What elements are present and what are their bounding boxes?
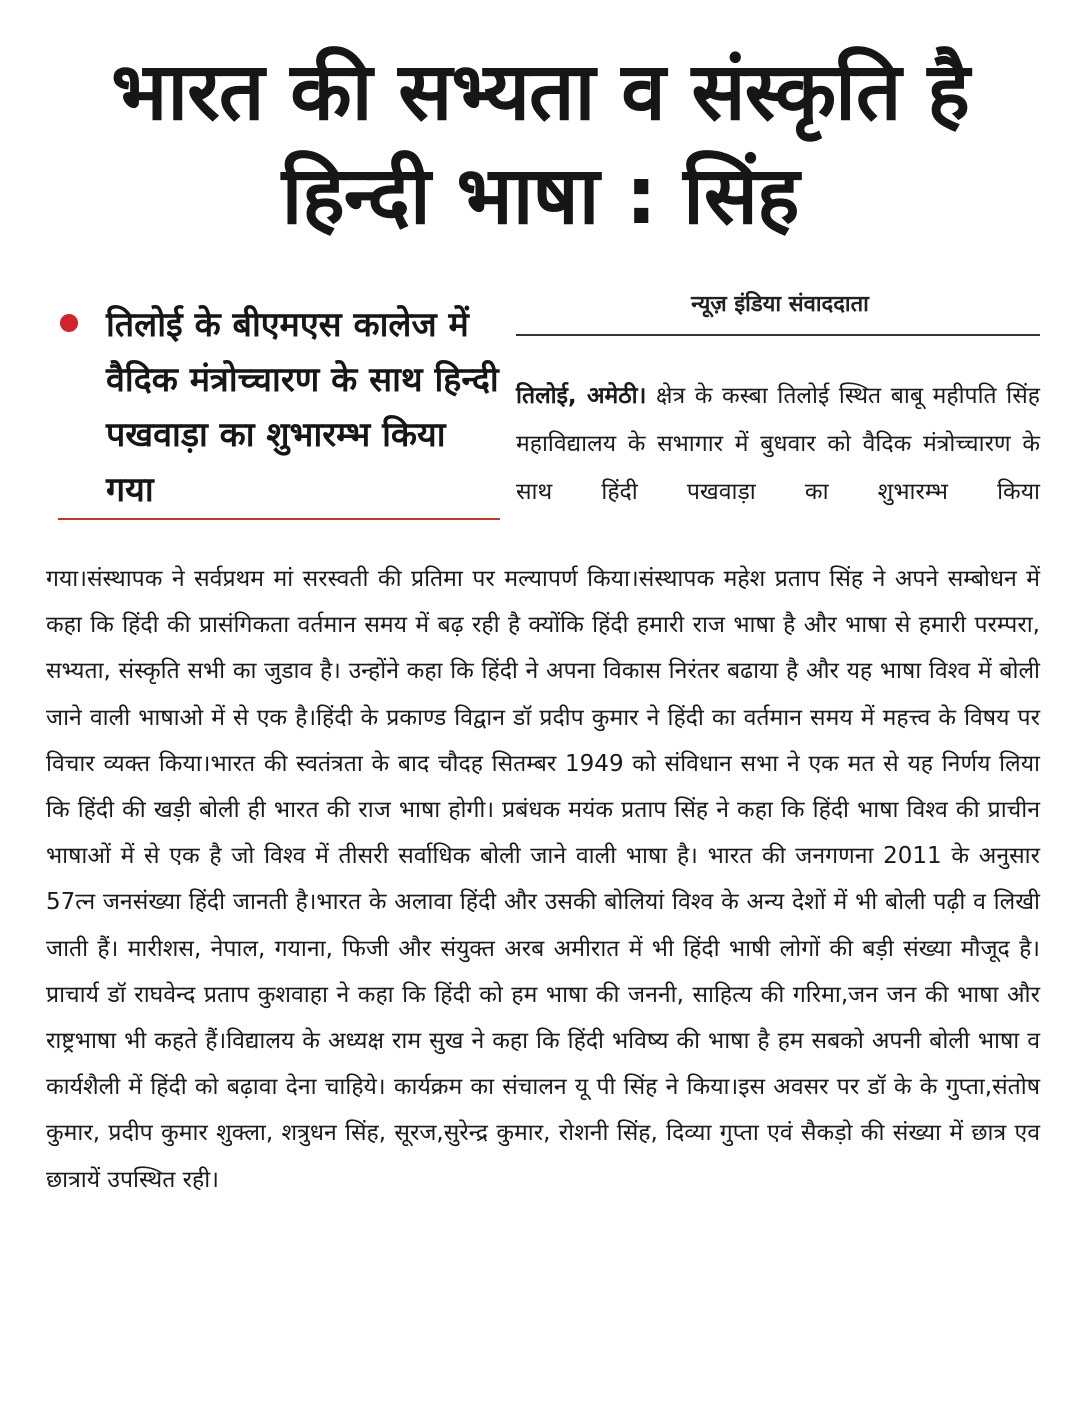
headline-line-1: भारत की सभ्यता व संस्कृति है: [111, 45, 969, 138]
bullet-icon: [60, 314, 78, 332]
article-body: गया।संस्थापक ने सर्वप्रथम मां सरस्वती की प्रतिमा पर मल्यापर्ण किया।संस्थापक महेश प्रताप सिंह ने अपने सम्बोधन में कहा कि हिंदी की प्रासंगिकता वर्तमान समय में बढ़ रही है क्योंकि हिंदी हमारी राज भाषा है और भाषा से हमारी परम्परा, सभ्यता, संस्कृति सभी का जुडाव है। उन्होंने कहा कि हिंदी ने अपना विकास निरंतर बढाया है और यह भाषा विश्व में बोली जाने वाली भाषाओ में से एक है।हिंदी के प्रकाण्ड विद्वान डॉ प्रदीप कुमार ने हिंदी का वर्तमान समय में महत्त्व के विषय पर विचार व्यक्त किया।भारत की स्वतंत्रता के बाद चौदह सितम्बर 1949 को संविधान सभा ने एक मत से यह निर्णय लिया कि हिंदी की खड़ी बोली ही भारत की राज भाषा होगी। प्रबंधक मयंक प्रताप सिंह ने कहा कि हिंदी भाषा विश्व की प्राचीन भाषाओं में से एक है जो विश्व में तीसरी सर्वाधिक बोली जाने वाली भाषा है। भारत की जनगणना 2011 के अनुसार 57त्न जनसंख्या हिंदी जानती है।भारत के अलावा हिंदी और उसकी बोलियां विश्व के अन्य देशों में भी बोली पढ़ी व लिखी जाती हैं। मारीशस, नेपाल, गयाना, फिजी और संयुक्त अरब अमीरात में भी हिंदी भाषी लोगों की बड़ी संख्या मौजूद है।प्राचार्य डॉ राघवेन्द प्रताप कुशवाहा ने कहा कि हिंदी को हम भाषा की जननी, साहित्य की गरिमा,जन जन की भाषा और राष्ट्रभाषा भी कहते हैं।विद्यालय के अध्यक्ष राम सुख ने कहा कि हिंदी भविष्य की भाषा है हम सबको अपनी बोली भाषा व कार्यशैली में हिंदी को बढ़ावा देना चाहिये। कार्यक्रम का संचालन यू पी सिंह ने किया।इस अवसर पर डॉ के के गुप्ता,संतोष कुमार, प्रदीप कुमार शुक्ला, शत्रुधन सिंह, सूरज,सुरेन्द्र कुमार, रोशनी सिंह, दिव्या गुप्ता एवं सैकड़ो की संख्या में छात्र एव छात्रायें उपस्थित रही।: [46, 566, 1040, 1193]
highlight-text: तिलोई के बीएमएस कालेज में वैदिक मंत्रोच्चारण के साथ हिन्दी पखवाड़ा का शुभारम्भ किया गया: [106, 305, 499, 510]
highlight-divider: [58, 518, 500, 520]
dateline: तिलोई, अमेठी।: [516, 383, 647, 409]
byline: न्यूज़ इंडिया संवाददाता: [691, 292, 869, 317]
headline: [60, 40, 1020, 248]
highlight-box: [60, 298, 500, 518]
byline-divider: [516, 334, 1040, 336]
intro-text: क्षेत्र के कस्बा तिलोई स्थित बाबू महीपति सिंह महाविद्यालय के सभागार में बुधवार को वैदिक मंत्रोच्चारण के साथ हिंदी पखवाड़ा का शुभारम्भ किया: [516, 383, 1040, 505]
article-intro: [516, 372, 1040, 516]
headline-line-2: हिन्दी भाषा : सिंह: [281, 149, 799, 242]
